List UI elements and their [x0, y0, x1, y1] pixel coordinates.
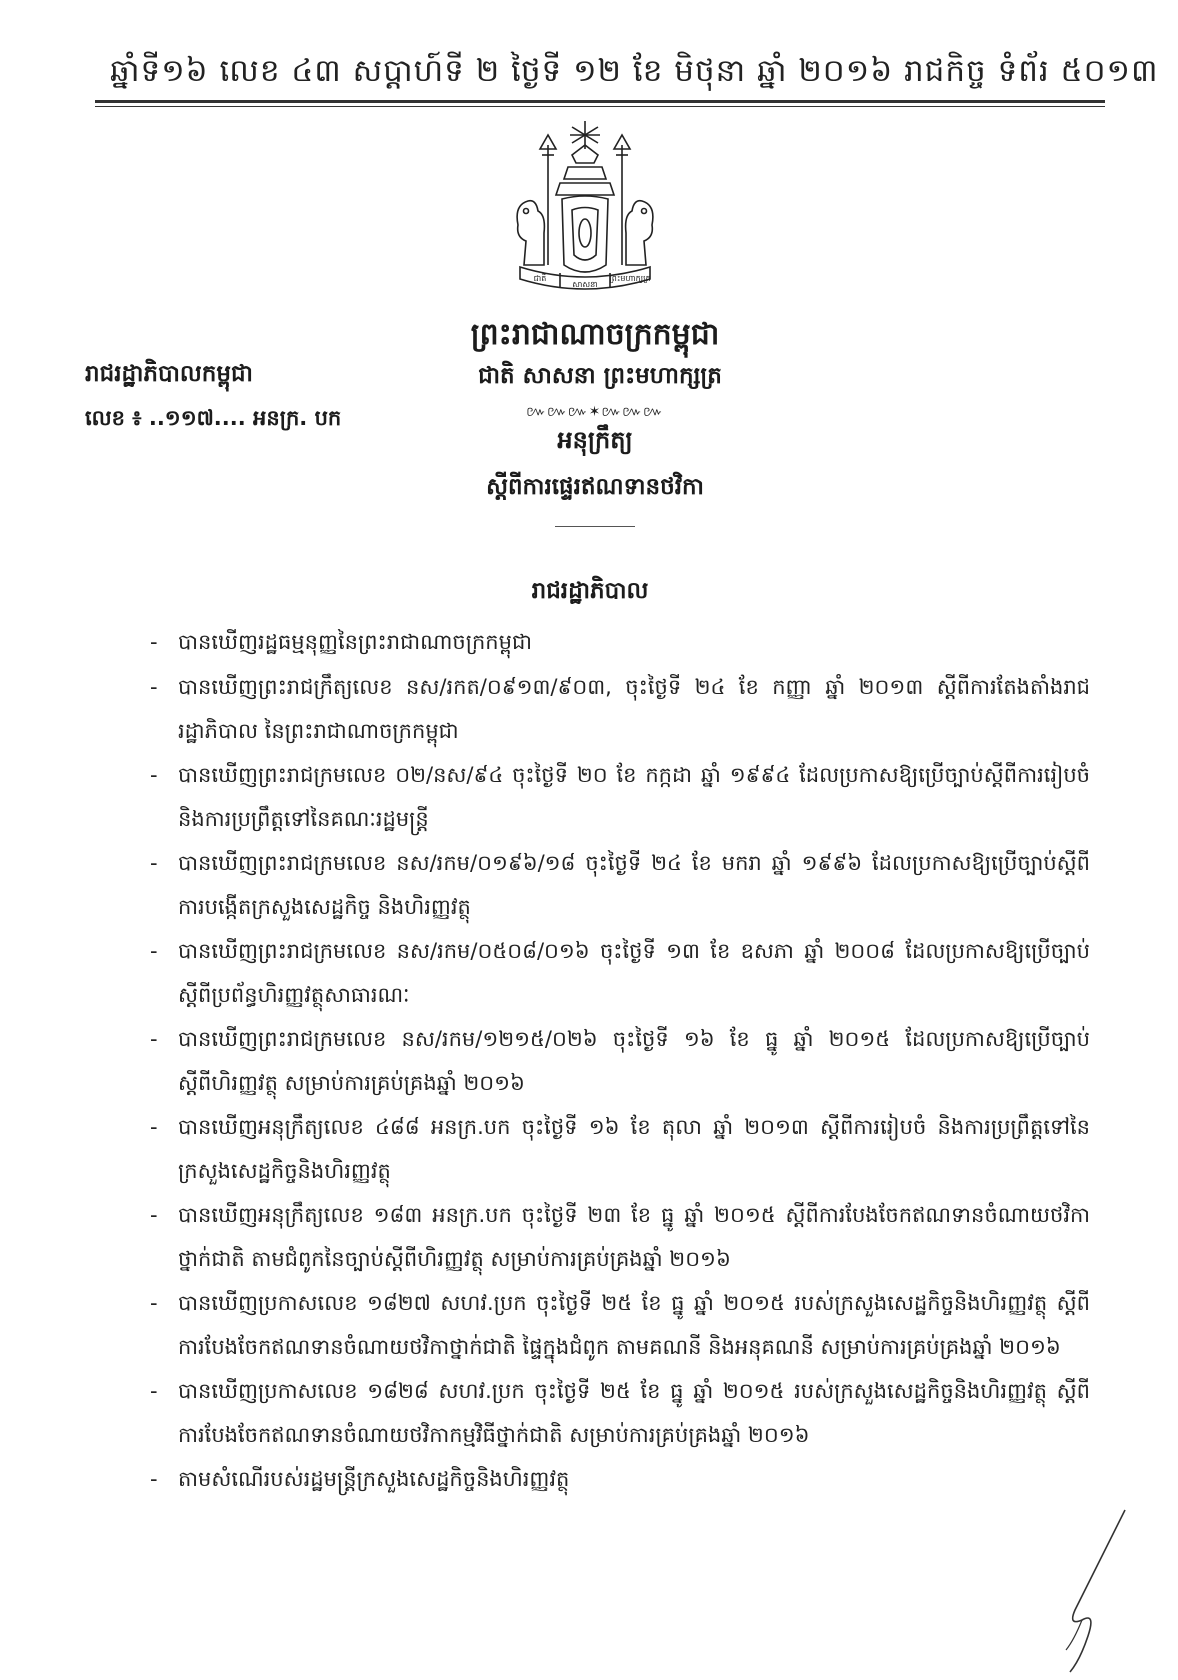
- list-item: [150, 929, 1090, 1017]
- list-item: [150, 753, 1090, 841]
- emblem-banner-text-right: ព្រះមហាក្សត្រ: [609, 274, 651, 283]
- list-dash: -: [150, 675, 158, 699]
- gazette-header: ឆ្នាំទី១៦ លេខ ៤៣ សប្តាហ៍ទី ២ ថ្ងៃទី ១២ ខែ មិថុនា ឆ្នាំ ២០១៦ រាជកិច្ច ទំព័រ ៥០១៣: [110, 53, 1159, 89]
- list-item-text: បានឃើញព្រះរាជក្រមលេខ នស/រកម/០៥០៨/០១៦ ចុះថ្ងៃទី ១៣ ខែ ឧសភា ឆ្នាំ ២០០៨ ដែលប្រកាសឱ្យប្រើច្បាប់ស្ដីពីប្រព័ន្ធហិរញ្ញវត្ថុសាធារណៈ: [178, 939, 1090, 1007]
- subject-divider: [555, 526, 635, 527]
- list-item-text: បានឃើញព្រះរាជក្រមលេខ ០២/នស/៩៤ ចុះថ្ងៃទី ២០ ខែ កក្កដា ឆ្នាំ ១៩៩៤ ដែលប្រកាសឱ្យប្រើច្បាប់ស្ដីពីការរៀបចំ និងការប្រព្រឹត្តទៅនៃគណៈរដ្ឋមន្ត្រី: [178, 763, 1090, 831]
- list-item: [150, 1105, 1090, 1193]
- list-dash: -: [150, 630, 158, 654]
- kingdom-title: ព្រះរាជាណាចក្រកម្ពុជា: [470, 317, 720, 352]
- list-item-text: បានឃើញប្រកាសលេខ ១៨២៧ សហវ.ប្រក ចុះថ្ងៃទី ២៥ ខែ ធ្នូ ឆ្នាំ ២០១៥ របស់ក្រសួងសេដ្ឋកិច្ចនិងហិរញ្ញវត្ថុ ស្ដីពីការបែងចែកឥណទានចំណាយថវិកាថ្នាក់ជាតិ ផ្ទៃក្នុងជំពូក តាមគណនី និងអនុគណនី សម្រាប់ការគ្រប់គ្រងឆ្នាំ ២០១៦: [178, 1291, 1090, 1359]
- issuing-government: រាជរដ្ឋាភិបាលកម្ពុជា: [85, 361, 253, 387]
- list-dash: -: [150, 1379, 158, 1403]
- list-item-text: បានឃើញរដ្ឋធម្មនុញ្ញនៃព្រះរាជាណាចក្រកម្ពុជា: [178, 630, 532, 654]
- list-item: [150, 1281, 1090, 1369]
- document-type-title: អនុក្រឹត្យ: [557, 426, 633, 454]
- list-dash: -: [150, 1467, 158, 1491]
- header-rule: [95, 100, 1105, 103]
- national-motto: ជាតិ សាសនា ព្រះមហាក្សត្រ: [478, 363, 722, 389]
- list-dash: -: [150, 1203, 158, 1227]
- list-item-text: បានឃើញព្រះរាជក្រមលេខ នស/រកម/១២១៥/០២៦ ចុះថ្ងៃទី ១៦ ខែ ធ្នូ ឆ្នាំ ២០១៥ ដែលប្រកាសឱ្យប្រើច្បាប់ស្ដីពីហិរញ្ញវត្ថុ សម្រាប់ការគ្រប់គ្រងឆ្នាំ ២០១៦: [178, 1027, 1090, 1095]
- list-item: [150, 620, 1090, 664]
- list-item-text: តាមសំណើរបស់រដ្ឋមន្ត្រីក្រសួងសេដ្ឋកិច្ចនិងហិរញ្ញវត្ថុ: [178, 1467, 570, 1491]
- list-item-text: បានឃើញអនុក្រឹត្យលេខ ៤៨៨ អនក្រ.បក ចុះថ្ងៃទី ១៦ ខែ តុលា ឆ្នាំ ២០១៣ ស្ដីពីការរៀបចំ និងការប្រព្រឹត្តទៅនៃក្រសួងសេដ្ឋកិច្ចនិងហិរញ្ញវត្ថុ: [178, 1115, 1090, 1183]
- list-dash: -: [150, 1291, 158, 1315]
- list-dash: -: [150, 851, 158, 875]
- list-dash: -: [150, 763, 158, 787]
- list-dash: -: [150, 1027, 158, 1051]
- list-item-text: បានឃើញព្រះរាជក្រឹត្យលេខ នស/រកត/០៩១៣/៩០៣, ចុះថ្ងៃទី ២៤ ខែ កញ្ញា ឆ្នាំ ២០១៣ ស្ដីពីការតែងតាំងរាជរដ្ឋាភិបាល នៃព្រះរាជាណាចក្រកម្ពុជា: [178, 675, 1090, 743]
- list-item-text: បានឃើញព្រះរាជក្រមលេខ នស/រកម/០១៩៦/១៨ ចុះថ្ងៃទី ២៤ ខែ មករា ឆ្នាំ ១៩៩៦ ដែលប្រកាសឱ្យប្រើច្បាប់ស្ដីពីការបង្កើតក្រសួងសេដ្ឋកិច្ច និងហិរញ្ញវត្ថុ: [178, 851, 1090, 919]
- header-rule-thin: [95, 106, 1105, 107]
- list-item: [150, 1369, 1090, 1457]
- document-number: លេខ ៖ ..១១៧.... អនក្រ. បក: [85, 406, 342, 430]
- emblem-banner-text-left: ជាតិ: [533, 274, 547, 283]
- initial-signature-icon: [1030, 1500, 1140, 1680]
- list-item: [150, 1017, 1090, 1105]
- list-item: [150, 665, 1090, 753]
- list-item: [150, 1193, 1090, 1281]
- list-item: [150, 1457, 1090, 1501]
- list-dash: -: [150, 939, 158, 963]
- list-item: [150, 841, 1090, 929]
- motto-ornament: ៚៚៚✶៚៚៚: [526, 404, 664, 420]
- document-subject: ស្ដីពីការផ្ទេរឥណទានថវិកា: [486, 474, 704, 500]
- list-dash: -: [150, 1115, 158, 1139]
- royal-emblem-icon: [510, 115, 660, 305]
- list-item-text: បានឃើញអនុក្រឹត្យលេខ ១៨៣ អនក្រ.បក ចុះថ្ងៃទី ២៣ ខែ ធ្នូ ឆ្នាំ ២០១៥ ស្ដីពីការបែងចែកឥណទានចំណាយថវិកាថ្នាក់ជាតិ តាមជំពូកនៃច្បាប់ស្ដីពីហិរញ្ញវត្ថុ សម្រាប់ការគ្រប់គ្រងឆ្នាំ ២០១៦: [178, 1203, 1090, 1271]
- emblem-banner-text-center: សាសនា: [572, 280, 598, 289]
- list-item-text: បានឃើញប្រកាសលេខ ១៨២៨ សហវ.ប្រក ចុះថ្ងៃទី ២៥ ខែ ធ្នូ ឆ្នាំ ២០១៥ របស់ក្រសួងសេដ្ឋកិច្ចនិងហិរញ្ញវត្ថុ ស្ដីពីការបែងចែកឥណទានចំណាយថវិកាកម្មវិធីថ្នាក់ជាតិ សម្រាប់ការគ្រប់គ្រងឆ្នាំ ២០១៦: [178, 1379, 1090, 1447]
- section-title: រាជរដ្ឋាភិបាល: [531, 578, 649, 604]
